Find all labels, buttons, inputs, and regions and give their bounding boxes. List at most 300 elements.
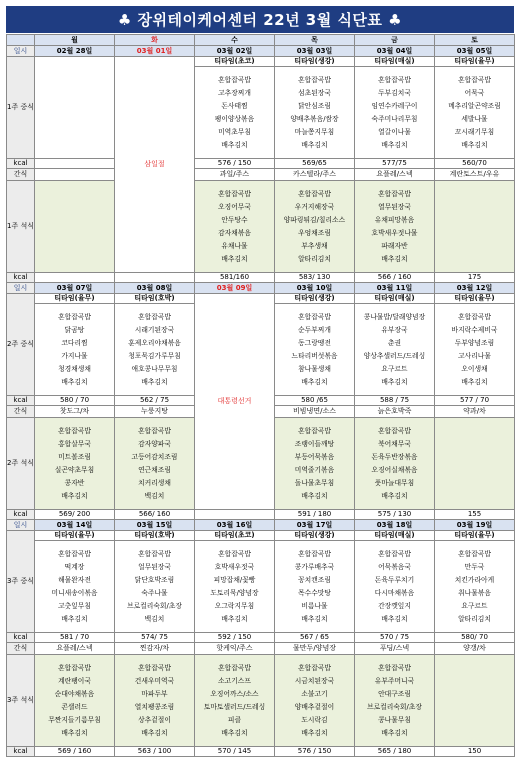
kcal-cell: 565 / 180 <box>355 747 435 757</box>
teatime-cell: 티타임(매실) <box>355 531 435 541</box>
snack-cell: 늙은호박죽 <box>355 406 435 418</box>
menu-item: 메추리알곤약조림 <box>448 101 501 110</box>
kcal-cell: 570 / 75 <box>355 633 435 643</box>
kcal-label: kcal <box>7 510 35 520</box>
kcal-cell: 569/ 200 <box>35 510 115 520</box>
snack-cell: 찻도그/차 <box>35 406 115 418</box>
menu-item: 혼합잡곡밥 <box>58 549 91 558</box>
menu-item: 떡계장 <box>64 562 85 571</box>
menu-item: 배추김치 <box>61 377 88 386</box>
menu-item: 닭곰탕 <box>64 325 85 334</box>
menu-cell <box>195 181 275 273</box>
menu-item: 배추김치 <box>221 614 248 623</box>
menu-item: 고추장찌개 <box>218 88 251 97</box>
menu-item: 세발나물 <box>461 114 488 123</box>
menu-item: 피망잡채/꽃빵 <box>213 575 256 584</box>
snack-cell: 약과/차 <box>435 406 515 418</box>
date-label: 일시 <box>7 283 35 294</box>
menu-item: 배추김치 <box>381 728 408 737</box>
menu-item: 애호콩나무무침 <box>131 364 178 373</box>
menu-item: 브로컬리숙회/초장 <box>367 702 422 711</box>
menu-cell <box>195 655 275 747</box>
menu-item: 배추김치 <box>141 728 168 737</box>
empty-cell <box>435 181 515 273</box>
menu-item: 소불고기 <box>301 689 328 698</box>
kcal-cell: 155 <box>435 510 515 520</box>
kcal-label: kcal <box>7 633 35 643</box>
date-cell: 03월 04일 <box>355 46 435 57</box>
menu-item: 코다리찜 <box>61 338 88 347</box>
menu-item: 부추생채 <box>301 241 328 250</box>
menu-item: 파래자반 <box>381 241 408 250</box>
menu-item: 임연수카레구이 <box>371 101 418 110</box>
menu-cell <box>195 541 275 633</box>
menu-item: 감자채볶음 <box>218 228 251 237</box>
menu-item: 혼합잡곡밥 <box>298 75 331 84</box>
menu-item: 바지락수제비국 <box>451 325 498 334</box>
weekday-5: 토 <box>435 35 515 46</box>
menu-item: 오징어실채볶음 <box>371 465 418 474</box>
menu-item: 열갈이나물 <box>378 127 411 136</box>
kcal-cell: 566 / 160 <box>355 273 435 283</box>
kcal-cell: 569/65 <box>275 159 355 169</box>
menu-item: 콩나물밥/달래양념장 <box>363 312 426 321</box>
menu-item: 알타리김치 <box>458 614 491 623</box>
menu-item: 혼합잡곡밥 <box>298 426 331 435</box>
empty-cell <box>35 169 115 181</box>
menu-item: 취나물볶음 <box>458 588 491 597</box>
menu-item: 백김치 <box>144 614 165 623</box>
menu-item: 혼합잡곡밥 <box>458 549 491 558</box>
kcal-cell: 150 <box>435 747 515 757</box>
menu-item: 숙주나물 <box>141 588 168 597</box>
menu-item: 양배추겉절이 <box>294 702 335 711</box>
menu-item: 느타리버섯볶음 <box>291 351 338 360</box>
meal-label: 1주 중식 <box>7 57 35 159</box>
menu-cell <box>115 304 195 396</box>
menu-item: 도시락김 <box>301 715 328 724</box>
menu-item: 계란팽이국 <box>58 676 91 685</box>
menu-item: 돈사태찜 <box>221 101 248 110</box>
menu-cell <box>195 67 275 159</box>
menu-item: 두부양념조림 <box>454 338 495 347</box>
kcal-cell: 588 / 75 <box>355 396 435 406</box>
menu-item: 배추김치 <box>61 491 88 500</box>
menu-item: 가지나물 <box>61 351 88 360</box>
menu-cell <box>35 304 115 396</box>
kcal-cell: 592 / 150 <box>195 633 275 643</box>
date-cell: 03월 11일 <box>355 283 435 294</box>
menu-item: 치커리생채 <box>138 478 171 487</box>
menu-cell <box>35 418 115 510</box>
date-cell: 03월 19일 <box>435 520 515 531</box>
menu-item: 돈육두반장볶음 <box>371 452 418 461</box>
kcal-cell: 569 / 160 <box>35 747 115 757</box>
menu-item: 배추김치 <box>221 140 248 149</box>
menu-item: 숙주미나리무침 <box>371 114 418 123</box>
empty-cell <box>35 57 115 159</box>
menu-item: 두부김치국 <box>378 88 411 97</box>
menu-item: 요구르트 <box>381 364 408 373</box>
menu-item: 혼합잡곡밥 <box>378 75 411 84</box>
date-cell: 03월 09일 <box>195 283 275 294</box>
date-label: 일시 <box>7 520 35 531</box>
menu-cell <box>355 181 435 273</box>
empty-cell <box>435 655 515 747</box>
menu-item: 혼합잡곡밥 <box>378 189 411 198</box>
menu-item: 콘샐러드 <box>61 702 88 711</box>
snack-cell: 핫케익/주스 <box>195 643 275 655</box>
menu-item: 꼬시래기무침 <box>454 127 495 136</box>
menu-item: 꽁치캔조림 <box>298 575 331 584</box>
kcal-cell: 575 / 130 <box>355 510 435 520</box>
menu-item: 미역줄기볶음 <box>294 465 335 474</box>
kcal-cell: 580/ 70 <box>435 633 515 643</box>
date-cell: 03월 17일 <box>275 520 355 531</box>
menu-item: 만두국 <box>464 562 485 571</box>
empty-cell <box>35 159 115 169</box>
menu-item: 호박새우젓국 <box>214 562 255 571</box>
menu-item: 혼합잡곡밥 <box>218 189 251 198</box>
date-cell: 03월 14일 <box>35 520 115 531</box>
menu-item: 청경채생채 <box>58 364 91 373</box>
menu-item: 호박새우젓나물 <box>371 228 418 237</box>
menu-item: 연근채조림 <box>138 465 171 474</box>
teatime-cell: 티타임(호박) <box>115 294 195 304</box>
menu-item: 실곤약초무침 <box>54 465 95 474</box>
menu-item: 요구르트 <box>461 601 488 610</box>
menu-item: 무짠지들기름무침 <box>48 715 101 724</box>
teatime-cell: 티타임(매실) <box>355 57 435 67</box>
menu-item: 혼합잡곡밥 <box>378 426 411 435</box>
snack-cell: 양갱/차 <box>435 643 515 655</box>
empty-cell <box>435 418 515 510</box>
date-cell: 03월 10일 <box>275 283 355 294</box>
menu-item: 브로컬리숙회/초장 <box>127 601 182 610</box>
menu-cell <box>355 418 435 510</box>
menu-item: 유채나물 <box>221 241 248 250</box>
menu-item: 오징어무국 <box>218 202 251 211</box>
menu-cell <box>355 541 435 633</box>
teatime-cell: 티타임(초코) <box>195 531 275 541</box>
date-cell: 03월 16일 <box>195 520 275 531</box>
empty-cell <box>35 181 115 273</box>
menu-item: 혼합잡곡밥 <box>58 312 91 321</box>
kcal-cell: 581 / 70 <box>35 633 115 643</box>
kcal-cell: 580 /65 <box>275 396 355 406</box>
menu-item: 유채피망볶음 <box>374 215 415 224</box>
menu-item: 배추김치 <box>381 377 408 386</box>
menu-item: 혼합잡곡밥 <box>218 663 251 672</box>
snack-label: 간식 <box>7 169 35 181</box>
snack-cell: 요플레/스넥 <box>355 169 435 181</box>
kcal-cell: 562 / 75 <box>115 396 195 406</box>
snack-label: 간식 <box>7 643 35 655</box>
menu-item: 알타리김치 <box>298 254 331 263</box>
menu-item: 목수수맛탕 <box>298 588 331 597</box>
menu-item: 도토리묵/양념장 <box>210 588 259 597</box>
menu-item: 혼합잡곡밥 <box>138 663 171 672</box>
menu-item: 어묵볶음국 <box>378 562 411 571</box>
menu-cell <box>115 418 195 510</box>
snack-cell: 찐감자/차 <box>115 643 195 655</box>
menu-item: 건새우미역국 <box>134 676 175 685</box>
kcal-cell: 563 / 100 <box>115 747 195 757</box>
menu-item: 우거지해장국 <box>294 202 335 211</box>
teatime-cell: 티타임(생강) <box>275 294 355 304</box>
kcal-cell: 576 / 150 <box>275 747 355 757</box>
page-title: ♣ 장위테이케어센터 22년 3월 식단표 ♣ <box>6 6 514 33</box>
menu-item: 백김치 <box>144 491 165 500</box>
kcal-cell: 560/70 <box>435 159 515 169</box>
empty-cell <box>195 510 275 520</box>
menu-item: 콩가루배추국 <box>294 562 335 571</box>
menu-item: 안대구조림 <box>378 689 411 698</box>
menu-cell <box>275 181 355 273</box>
kcal-label: kcal <box>7 159 35 169</box>
menu-item: 닭안심조림 <box>298 101 331 110</box>
menu-item: 조랭이들깨탕 <box>294 439 335 448</box>
menu-item: 열치팽콩조림 <box>134 702 175 711</box>
teatime-cell: 티타임(율무) <box>435 294 515 304</box>
menu-item: 닭단호박조림 <box>134 575 175 584</box>
kcal-cell: 577/75 <box>355 159 435 169</box>
menu-item: 혼합잡곡밥 <box>298 312 331 321</box>
weekday-2: 수 <box>195 35 275 46</box>
menu-item: 어묵국 <box>464 88 485 97</box>
menu-cell <box>435 541 515 633</box>
menu-cell <box>275 67 355 159</box>
menu-item: 유부주머니국 <box>374 676 415 685</box>
teatime-cell: 티타임(매실) <box>355 294 435 304</box>
menu-item: 고사리나물 <box>458 351 491 360</box>
menu-cell <box>275 304 355 396</box>
menu-item: 비름나물 <box>301 601 328 610</box>
menu-item: 얼무된장국 <box>138 562 171 571</box>
empty-cell <box>115 273 195 283</box>
menu-cell <box>115 655 195 747</box>
menu-item: 배추김치 <box>301 140 328 149</box>
menu-item: 양배추볶음/쌈장 <box>290 114 339 123</box>
menu-item: 오이생채 <box>461 364 488 373</box>
menu-item: 훈제오리야채볶음 <box>128 338 181 347</box>
menu-item: 혼합잡곡밥 <box>58 426 91 435</box>
menu-item: 배추김치 <box>61 728 88 737</box>
menu-item: 다시마채볶음 <box>374 588 415 597</box>
kcal-cell: 583/ 130 <box>275 273 355 283</box>
menu-item: 혼합잡곡밥 <box>378 663 411 672</box>
menu-item: 혼합잡곡밥 <box>138 312 171 321</box>
weekday-1: 화 <box>115 35 195 46</box>
date-cell: 03월 07일 <box>35 283 115 294</box>
election-cell: 대통령선거 <box>195 294 275 510</box>
corner-cell <box>7 35 35 46</box>
menu-item: 혼합잡곡밥 <box>218 549 251 558</box>
teatime-cell: 티타임(생강) <box>275 57 355 67</box>
date-cell: 03월 15일 <box>115 520 195 531</box>
holiday-cell: 삼일절 <box>115 57 195 273</box>
menu-item: 배추김치 <box>221 254 248 263</box>
menu-item: 돌나물초무침 <box>294 478 335 487</box>
menu-item: 혼합잡곡밥 <box>298 189 331 198</box>
menu-item: 춘권 <box>387 338 402 347</box>
menu-item: 해물완자전 <box>58 575 91 584</box>
menu-item: 배추김치 <box>461 140 488 149</box>
menu-item: 혼합잡곡밥 <box>298 663 331 672</box>
snack-cell: 요플레/스넥 <box>35 643 115 655</box>
date-cell: 03월 18일 <box>355 520 435 531</box>
menu-item: 북어채무국 <box>378 439 411 448</box>
menu-item: 치킨가라아게 <box>454 575 495 584</box>
kcal-label: kcal <box>7 396 35 406</box>
date-cell: 03월 02일 <box>195 46 275 57</box>
menu-item: 고춧잎무침 <box>58 601 91 610</box>
menu-cell <box>355 655 435 747</box>
menu-item: 우엉채조림 <box>298 228 331 237</box>
kcal-label: kcal <box>7 273 35 283</box>
menu-item: 마늘쫑지무침 <box>294 127 335 136</box>
menu-item: 돈육두루치기 <box>374 575 415 584</box>
date-cell: 03월 12일 <box>435 283 515 294</box>
menu-item: 혼합잡곡밥 <box>138 426 171 435</box>
meal-label: 2주 석식 <box>7 418 35 510</box>
menu-item: 배추김치 <box>301 491 328 500</box>
menu-item: 배추김치 <box>221 728 248 737</box>
teatime-cell: 티타임(호박) <box>115 531 195 541</box>
snack-cell: 비빔냉면/소스 <box>275 406 355 418</box>
date-cell: 03월 05일 <box>435 46 515 57</box>
menu-item: 간장깻잎지 <box>378 601 411 610</box>
kcal-cell: 175 <box>435 273 515 283</box>
menu-cell <box>35 655 115 747</box>
menu-item: 감자양파국 <box>138 439 171 448</box>
empty-cell <box>35 273 115 283</box>
snack-cell: 푸딩/스넥 <box>355 643 435 655</box>
menu-cell <box>355 67 435 159</box>
kcal-cell: 567 / 65 <box>275 633 355 643</box>
menu-item: 배추김치 <box>301 728 328 737</box>
menu-item: 배추김치 <box>381 140 408 149</box>
menu-item: 안두탕수 <box>221 215 248 224</box>
menu-item: 혼합잡곡밥 <box>58 663 91 672</box>
menu-item: 콩나물무침 <box>378 715 411 724</box>
menu-item: 풋마늘대무침 <box>374 478 415 487</box>
date-cell: 03월 08일 <box>115 283 195 294</box>
menu-item: 동그랑땡전 <box>298 338 331 347</box>
menu-item: 배추김치 <box>301 377 328 386</box>
teatime-cell: 티타임(초코) <box>195 57 275 67</box>
date-cell: 03월 01일 <box>115 46 195 57</box>
weekday-3: 목 <box>275 35 355 46</box>
menu-item: 순대야채볶음 <box>54 689 95 698</box>
menu-item: 오징어까스/소스 <box>210 689 259 698</box>
teatime-cell: 티타임(율무) <box>35 294 115 304</box>
menu-item: 유부장국 <box>381 325 408 334</box>
menu-item: 배추김치 <box>381 491 408 500</box>
snack-cell: 카스텔라/주스 <box>275 169 355 181</box>
menu-item: 콩자반 <box>64 478 85 487</box>
menu-item: 시금치된장국 <box>294 676 335 685</box>
date-label: 일시 <box>7 46 35 57</box>
menu-item: 미역초무침 <box>218 127 251 136</box>
menu-item: 혼합잡곡밥 <box>378 549 411 558</box>
menu-cell <box>435 67 515 159</box>
meal-label: 1주 석식 <box>7 181 35 273</box>
kcal-cell: 591 / 180 <box>275 510 355 520</box>
teatime-cell: 티타임(율무) <box>435 57 515 67</box>
menu-item: 미트볼조림 <box>58 452 91 461</box>
menu-item: 오그락지무침 <box>214 601 255 610</box>
teatime-cell: 티타임(율무) <box>35 531 115 541</box>
menu-item: 토마토샐러드/드레싱 <box>203 702 266 711</box>
meal-label: 2주 중식 <box>7 294 35 396</box>
menu-item: 혼합잡곡밥 <box>458 312 491 321</box>
menu-item: 열무된장국 <box>378 202 411 211</box>
menu-cell <box>275 418 355 510</box>
kcal-label: kcal <box>7 747 35 757</box>
menu-cell <box>275 541 355 633</box>
kcal-cell: 577 / 70 <box>435 396 515 406</box>
menu-item: 배추김치 <box>301 614 328 623</box>
menu-item: 혼합잡곡밥 <box>458 75 491 84</box>
menu-item: 마파두부 <box>141 689 168 698</box>
menu-item: 시래기된장국 <box>134 325 175 334</box>
menu-item: 양파링튀김/칠리소스 <box>283 215 346 224</box>
menu-item: 청포묵김가루무침 <box>128 351 181 360</box>
menu-item: 홍합살무국 <box>58 439 91 448</box>
menu-cell <box>115 541 195 633</box>
kcal-cell: 574/ 75 <box>115 633 195 643</box>
menu-item: 혼합잡곡밥 <box>218 75 251 84</box>
teatime-cell: 티타임(율무) <box>435 531 515 541</box>
menu-item: 순두부찌개 <box>298 325 331 334</box>
kcal-cell: 580 / 70 <box>35 396 115 406</box>
weekday-4: 금 <box>355 35 435 46</box>
menu-item: 배추김치 <box>141 377 168 386</box>
menu-item: 배추김치 <box>381 254 408 263</box>
menu-item: 소고기스프 <box>218 676 251 685</box>
snack-cell: 누룽지탕 <box>115 406 195 418</box>
menu-cell <box>355 304 435 396</box>
date-cell: 02월 28일 <box>35 46 115 57</box>
menu-cell <box>275 655 355 747</box>
kcal-cell: 581/160 <box>195 273 275 283</box>
menu-cell <box>35 541 115 633</box>
meal-label: 3주 석식 <box>7 655 35 747</box>
menu-item: 고등어감치조림 <box>131 452 178 461</box>
teatime-cell: 티타임(생강) <box>275 531 355 541</box>
menu-item: 배추김치 <box>461 377 488 386</box>
menu-item: 섬초된장국 <box>298 88 331 97</box>
menu-item: 팽이양상볶음 <box>214 114 255 123</box>
snack-label: 간식 <box>7 406 35 418</box>
menu-item: 배추김치 <box>381 614 408 623</box>
menu-item: 참나물생채 <box>298 364 331 373</box>
menu-item: 피클 <box>227 715 242 724</box>
kcal-cell: 576 / 150 <box>195 159 275 169</box>
menu-item: 부등어묵볶음 <box>294 452 335 461</box>
snack-cell: 계란토스트/우유 <box>435 169 515 181</box>
kcal-cell: 566/ 160 <box>115 510 195 520</box>
snack-cell: 물만두/양념장 <box>275 643 355 655</box>
kcal-cell: 570 / 145 <box>195 747 275 757</box>
menu-table <box>6 34 515 757</box>
menu-cell <box>435 304 515 396</box>
weekday-0: 월 <box>35 35 115 46</box>
date-cell: 03월 03일 <box>275 46 355 57</box>
meal-label: 3주 중식 <box>7 531 35 633</box>
menu-item: 상추겉절이 <box>138 715 171 724</box>
